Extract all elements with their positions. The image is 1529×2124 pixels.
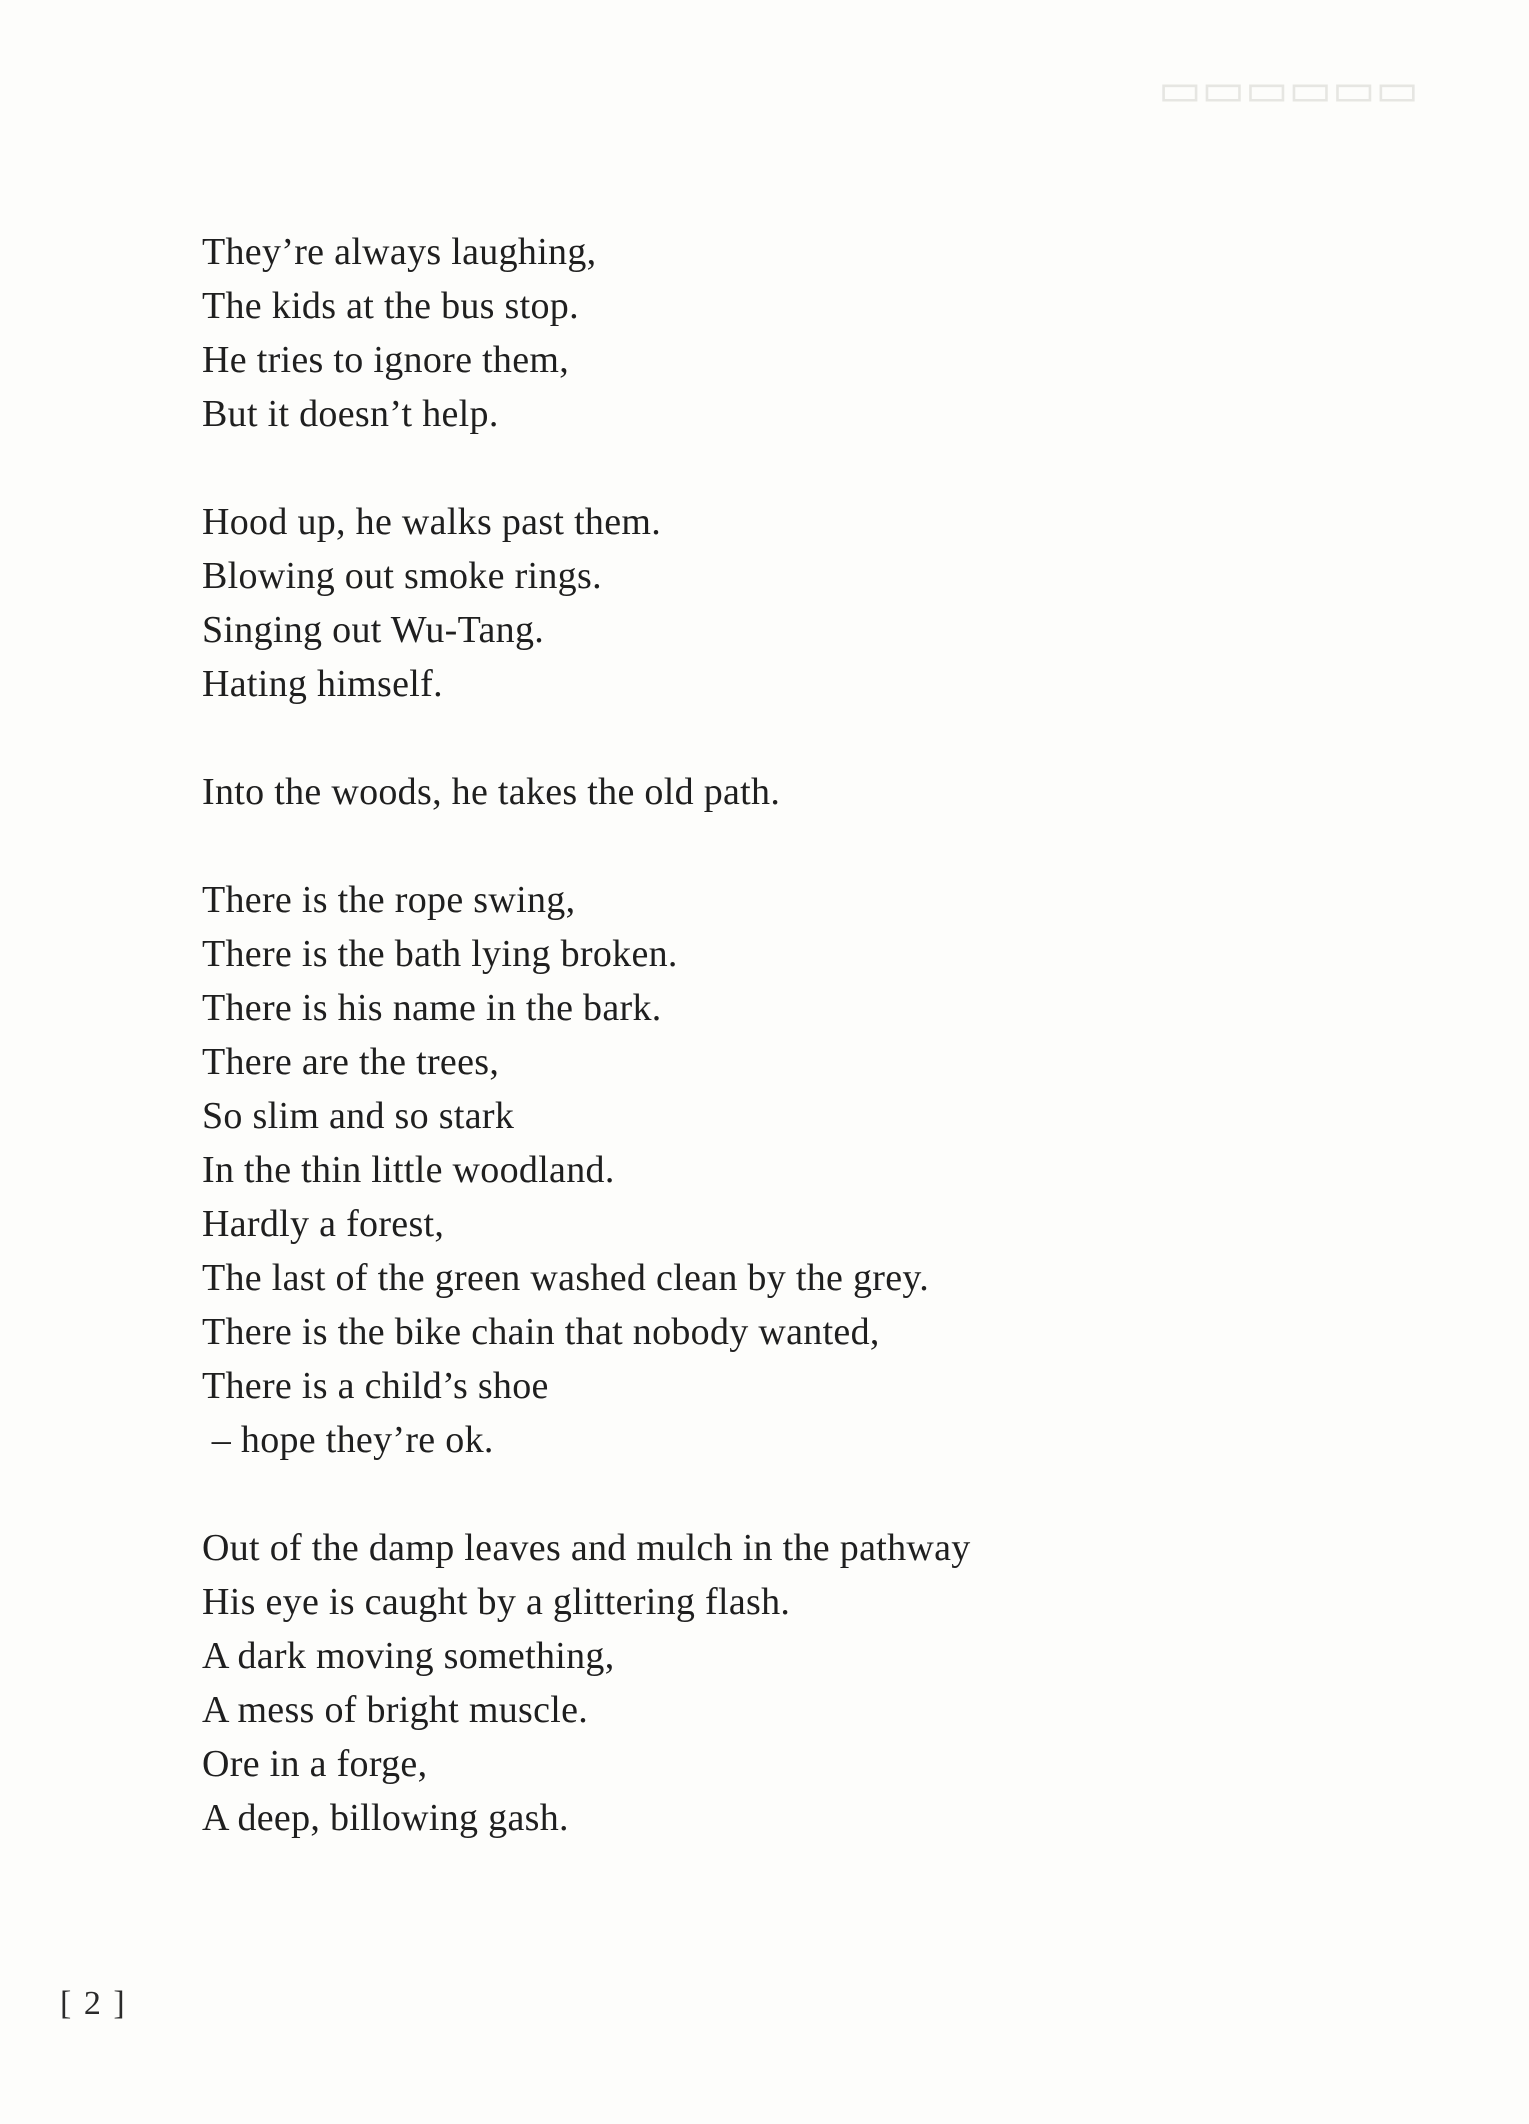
poem-line: There are the trees, bbox=[202, 1041, 500, 1083]
poem-line: Ore in a forge, bbox=[202, 1743, 428, 1785]
poem-line: In the thin little woodland. bbox=[202, 1149, 615, 1191]
stanza-4 bbox=[202, 873, 1402, 1467]
poem-line: The kids at the bus stop. bbox=[202, 285, 579, 327]
poem-line: Out of the damp leaves and mulch in the pathway bbox=[202, 1527, 971, 1569]
poem-line: A dark moving something, bbox=[202, 1635, 615, 1677]
stanza-2 bbox=[202, 495, 1402, 711]
poem-line: Hood up, he walks past them. bbox=[202, 501, 662, 543]
poem-line: – hope they’re ok. bbox=[202, 1419, 494, 1461]
poem-line: Hardly a forest, bbox=[202, 1203, 445, 1245]
poem-line: A deep, billowing gash. bbox=[202, 1797, 569, 1839]
poem-line: There is a child’s shoe bbox=[202, 1365, 549, 1407]
poem-line: His eye is caught by a glittering flash. bbox=[202, 1581, 791, 1623]
poem-line: There is the bike chain that nobody wanted, bbox=[202, 1311, 880, 1353]
poem-line: But it doesn’t help. bbox=[202, 393, 499, 435]
poem-line: So slim and so stark bbox=[202, 1095, 515, 1137]
poem-line: Singing out Wu-Tang. bbox=[202, 609, 545, 651]
poem-line: He tries to ignore them, bbox=[202, 339, 570, 381]
poem bbox=[202, 225, 1402, 1899]
stanza-3 bbox=[202, 765, 1402, 819]
poem-line: Hating himself. bbox=[202, 663, 443, 705]
page-number: [ 2 ] bbox=[60, 1985, 127, 2022]
poem-line: Into the woods, he takes the old path. bbox=[202, 771, 781, 813]
poem-line: Blowing out smoke rings. bbox=[202, 555, 602, 597]
poem-line: There is the rope swing, bbox=[202, 879, 576, 921]
poem-line: There is his name in the bark. bbox=[202, 987, 662, 1029]
poem-line: There is the bath lying broken. bbox=[202, 933, 678, 975]
poem-line: The last of the green washed clean by the grey. bbox=[202, 1257, 930, 1299]
stanza-1 bbox=[202, 225, 1402, 441]
poem-line: A mess of bright muscle. bbox=[202, 1689, 589, 1731]
stanza-5 bbox=[202, 1521, 1402, 1845]
poem-line: They’re always laughing, bbox=[202, 231, 597, 273]
show-through-title: ▭▭▭▭▭▭ bbox=[1158, 62, 1419, 116]
